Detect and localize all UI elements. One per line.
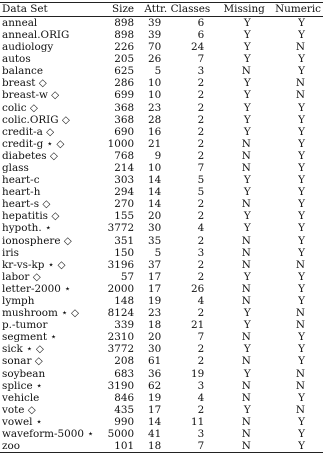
cell-numeric: Y xyxy=(298,101,305,114)
cell-size: 2310 xyxy=(107,331,135,344)
cell-classes: 7 xyxy=(197,440,205,453)
cell-numeric: Y xyxy=(298,174,305,187)
cell-data-set: anneal xyxy=(2,16,38,29)
table-row xyxy=(0,247,323,259)
cell-missing: N xyxy=(241,246,251,259)
table-row xyxy=(0,150,323,162)
cell-classes: 24 xyxy=(191,41,205,54)
cell-classes: 2 xyxy=(197,343,205,356)
cell-size: 768 xyxy=(114,149,135,162)
cell-missing: Y xyxy=(243,319,251,332)
cell-missing: N xyxy=(241,161,251,174)
cell-missing: N xyxy=(241,295,251,307)
cell-classes: 11 xyxy=(191,415,205,428)
cell-classes: 2 xyxy=(197,307,205,320)
cell-attr: 62 xyxy=(147,379,162,392)
cell-data-set: audiology xyxy=(2,41,54,54)
header-numeric: Numeric xyxy=(275,3,321,16)
cell-numeric: Y xyxy=(298,440,305,453)
cell-size: 699 xyxy=(114,89,135,102)
cell-missing: N xyxy=(241,331,251,344)
cell-numeric: N xyxy=(295,319,305,332)
cell-classes: 21 xyxy=(191,319,205,332)
cell-data-set: anneal.ORIG xyxy=(2,28,70,41)
table-body xyxy=(0,17,323,453)
cell-attr: 14 xyxy=(147,415,162,428)
cell-numeric: Y xyxy=(298,343,305,356)
cell-size: 303 xyxy=(114,174,135,187)
cell-classes: 3 xyxy=(197,379,205,392)
cell-numeric: N xyxy=(295,367,305,380)
cell-numeric: Y xyxy=(298,161,305,174)
cell-numeric: Y xyxy=(298,53,305,66)
cell-data-set: colic ◇ xyxy=(2,101,38,114)
table-row xyxy=(0,356,323,368)
table-row xyxy=(0,271,323,283)
cell-data-set: sick ⋆ ◇ xyxy=(2,343,44,356)
cell-missing: Y xyxy=(243,174,251,187)
cell-size: 2000 xyxy=(107,282,135,295)
table-row xyxy=(0,223,323,235)
cell-attr: 19 xyxy=(147,391,162,404)
cell-numeric: Y xyxy=(298,270,305,283)
cell-data-set: zoo xyxy=(2,440,20,453)
cell-size: 101 xyxy=(114,440,135,453)
table-row xyxy=(0,138,323,150)
table-row xyxy=(0,331,323,343)
cell-attr: 23 xyxy=(147,101,162,114)
cell-data-set: heart-s ◇ xyxy=(2,198,51,211)
cell-missing: N xyxy=(241,428,251,441)
cell-size: 3772 xyxy=(107,343,135,356)
cell-attr: 5 xyxy=(154,65,162,78)
header-missing: Missing xyxy=(223,3,265,16)
cell-classes: 2 xyxy=(197,101,205,114)
cell-data-set: iris xyxy=(2,246,19,259)
cell-missing: Y xyxy=(243,89,251,102)
cell-numeric: N xyxy=(295,258,305,271)
cell-missing: Y xyxy=(243,125,251,138)
cell-classes: 3 xyxy=(197,65,205,78)
table-row xyxy=(0,235,323,247)
cell-data-set: colic.ORIG ◇ xyxy=(2,113,70,126)
cell-attr: 61 xyxy=(147,355,162,368)
cell-attr: 16 xyxy=(147,125,162,138)
cell-attr: 26 xyxy=(147,53,162,66)
cell-missing: N xyxy=(241,379,251,392)
cell-data-set: glass xyxy=(2,161,29,174)
table-row xyxy=(0,368,323,380)
cell-attr: 10 xyxy=(147,89,162,102)
cell-classes: 6 xyxy=(197,28,205,41)
cell-numeric: Y xyxy=(298,428,305,441)
cell-attr: 10 xyxy=(147,77,162,90)
cell-numeric: Y xyxy=(298,355,305,368)
header-data-set: Data Set xyxy=(2,3,48,16)
cell-missing: N xyxy=(241,198,251,211)
cell-data-set: splice ⋆ xyxy=(2,379,43,392)
table-row xyxy=(0,440,323,453)
cell-classes: 2 xyxy=(197,125,205,138)
cell-attr: 18 xyxy=(147,440,162,453)
table-row xyxy=(0,114,323,126)
cell-classes: 7 xyxy=(197,331,205,344)
cell-classes: 7 xyxy=(197,161,205,174)
cell-attr: 37 xyxy=(147,258,162,271)
cell-classes: 7 xyxy=(197,53,205,66)
cell-data-set: diabetes ◇ xyxy=(2,149,58,162)
cell-numeric: Y xyxy=(298,222,305,235)
cell-missing: N xyxy=(241,415,251,428)
cell-size: 846 xyxy=(114,391,135,404)
cell-numeric: Y xyxy=(298,391,305,404)
cell-missing: N xyxy=(241,149,251,162)
cell-size: 3190 xyxy=(107,379,135,392)
cell-numeric: N xyxy=(295,379,305,392)
cell-size: 683 xyxy=(114,367,135,380)
cell-numeric: Y xyxy=(298,415,305,428)
cell-numeric: N xyxy=(295,77,305,90)
cell-attr: 20 xyxy=(147,331,162,344)
cell-classes: 4 xyxy=(197,295,205,307)
cell-classes: 6 xyxy=(197,16,205,29)
table-header xyxy=(0,3,323,17)
cell-size: 690 xyxy=(114,125,135,138)
cell-missing: N xyxy=(241,258,251,271)
cell-data-set: vowel ⋆ xyxy=(2,415,43,428)
cell-numeric: Y xyxy=(298,234,305,247)
cell-missing: Y xyxy=(243,307,251,320)
header-attr: Attr. xyxy=(144,3,168,16)
cell-numeric: Y xyxy=(298,137,305,150)
header-classes: Classes xyxy=(170,3,211,16)
cell-size: 368 xyxy=(114,101,135,114)
cell-missing: Y xyxy=(243,28,251,41)
cell-classes: 2 xyxy=(197,270,205,283)
cell-data-set: vehicle xyxy=(2,391,40,404)
cell-numeric: Y xyxy=(298,295,305,307)
cell-classes: 2 xyxy=(197,234,205,247)
cell-numeric: Y xyxy=(298,149,305,162)
cell-missing: N xyxy=(241,391,251,404)
cell-classes: 2 xyxy=(197,258,205,271)
cell-attr: 28 xyxy=(147,113,162,126)
table-row xyxy=(0,77,323,89)
cell-attr: 21 xyxy=(147,137,162,150)
table-row xyxy=(0,380,323,392)
cell-classes: 2 xyxy=(197,355,205,368)
cell-numeric: N xyxy=(295,89,305,102)
cell-attr: 14 xyxy=(147,198,162,211)
cell-attr: 39 xyxy=(147,16,162,29)
cell-attr: 20 xyxy=(147,210,162,223)
cell-attr: 35 xyxy=(147,234,162,247)
cell-size: 351 xyxy=(114,234,135,247)
cell-missing: Y xyxy=(243,16,251,29)
cell-classes: 5 xyxy=(197,186,205,199)
cell-missing: Y xyxy=(243,113,251,126)
cell-numeric: Y xyxy=(298,246,305,259)
cell-numeric: Y xyxy=(298,28,305,41)
table-row xyxy=(0,416,323,428)
cell-numeric: Y xyxy=(298,331,305,344)
cell-data-set: sonar ◇ xyxy=(2,355,43,368)
cell-size: 435 xyxy=(114,403,135,416)
cell-size: 990 xyxy=(114,415,135,428)
table-row xyxy=(0,126,323,138)
cell-classes: 4 xyxy=(197,222,205,235)
header-row xyxy=(0,3,323,17)
cell-size: 625 xyxy=(114,65,135,78)
cell-attr: 5 xyxy=(154,246,162,259)
cell-data-set: p.-tumor xyxy=(2,319,48,332)
cell-data-set: credit-a ◇ xyxy=(2,125,55,138)
cell-size: 294 xyxy=(114,186,135,199)
cell-attr: 18 xyxy=(147,319,162,332)
cell-classes: 5 xyxy=(197,174,205,187)
cell-missing: Y xyxy=(243,270,251,283)
table-row xyxy=(0,53,323,65)
table-row xyxy=(0,283,323,295)
cell-attr: 9 xyxy=(154,149,162,162)
cell-data-set: mushroom ⋆ ◇ xyxy=(2,307,80,320)
table-row xyxy=(0,211,323,223)
cell-missing: Y xyxy=(243,101,251,114)
header-size: Size xyxy=(112,3,135,16)
cell-classes: 19 xyxy=(191,367,205,380)
cell-missing: Y xyxy=(243,41,251,54)
cell-classes: 2 xyxy=(197,137,205,150)
cell-attr: 17 xyxy=(147,282,162,295)
cell-classes: 2 xyxy=(197,77,205,90)
cell-data-set: kr-vs-kp ⋆ ◇ xyxy=(2,258,66,271)
cell-data-set: breast-w ◇ xyxy=(2,89,60,102)
cell-attr: 36 xyxy=(147,367,162,380)
cell-numeric: Y xyxy=(298,282,305,295)
table-row xyxy=(0,307,323,319)
cell-data-set: heart-h xyxy=(2,186,41,199)
cell-data-set: soybean xyxy=(2,367,46,380)
cell-data-set: heart-c xyxy=(2,174,40,187)
cell-attr: 14 xyxy=(147,186,162,199)
table-row xyxy=(0,90,323,102)
cell-size: 898 xyxy=(114,28,135,41)
cell-attr: 70 xyxy=(147,41,162,54)
cell-size: 8124 xyxy=(107,307,135,320)
cell-data-set: hepatitis ◇ xyxy=(2,210,60,223)
cell-numeric: N xyxy=(295,403,305,416)
cell-data-set: letter-2000 ⋆ xyxy=(2,282,71,295)
cell-data-set: segment ⋆ xyxy=(2,331,57,344)
cell-numeric: N xyxy=(295,41,305,54)
cell-attr: 10 xyxy=(147,161,162,174)
cell-missing: Y xyxy=(243,367,251,380)
cell-data-set: breast ◇ xyxy=(2,77,47,90)
cell-size: 155 xyxy=(114,210,135,223)
cell-attr: 23 xyxy=(147,307,162,320)
cell-classes: 2 xyxy=(197,113,205,126)
cell-size: 3772 xyxy=(107,222,135,235)
cell-size: 150 xyxy=(114,246,135,259)
table-row xyxy=(0,319,323,331)
cell-size: 205 xyxy=(114,53,135,66)
cell-attr: 30 xyxy=(147,222,162,235)
cell-size: 368 xyxy=(114,113,135,126)
cell-missing: Y xyxy=(243,186,251,199)
table-row xyxy=(0,186,323,198)
cell-size: 898 xyxy=(114,16,135,29)
cell-attr: 14 xyxy=(147,174,162,187)
cell-attr: 41 xyxy=(147,428,162,441)
table-row xyxy=(0,344,323,356)
table-row xyxy=(0,17,323,30)
cell-missing: N xyxy=(241,282,251,295)
cell-classes: 4 xyxy=(197,391,205,404)
cell-attr: 30 xyxy=(147,343,162,356)
table-row xyxy=(0,404,323,416)
cell-data-set: labor ◇ xyxy=(2,270,41,283)
cell-missing: N xyxy=(241,234,251,247)
cell-missing: N xyxy=(241,440,251,453)
cell-attr: 17 xyxy=(147,270,162,283)
cell-size: 339 xyxy=(114,319,135,332)
cell-numeric: N xyxy=(295,307,305,320)
cell-numeric: Y xyxy=(298,125,305,138)
table-row xyxy=(0,29,323,41)
cell-classes: 26 xyxy=(191,282,205,295)
cell-classes: 2 xyxy=(197,89,205,102)
table-row xyxy=(0,428,323,440)
table-row xyxy=(0,41,323,53)
table-row xyxy=(0,392,323,404)
cell-classes: 2 xyxy=(197,198,205,211)
cell-missing: Y xyxy=(243,222,251,235)
cell-size: 3196 xyxy=(107,258,135,271)
cell-classes: 2 xyxy=(197,210,205,223)
cell-numeric: Y xyxy=(298,210,305,223)
cell-data-set: hypoth. ⋆ xyxy=(2,222,52,235)
cell-missing: N xyxy=(241,65,251,78)
table-row xyxy=(0,162,323,174)
table-row xyxy=(0,259,323,271)
cell-size: 286 xyxy=(114,77,135,90)
cell-attr: 17 xyxy=(147,403,162,416)
cell-missing: Y xyxy=(243,210,251,223)
table-row xyxy=(0,102,323,114)
table-row xyxy=(0,65,323,77)
cell-size: 5000 xyxy=(107,428,135,441)
cell-attr: 19 xyxy=(147,295,162,307)
cell-data-set: credit-g ⋆ ◇ xyxy=(2,137,65,150)
cell-size: 1000 xyxy=(107,137,135,150)
cell-numeric: Y xyxy=(298,186,305,199)
table-row xyxy=(0,198,323,210)
cell-data-set: autos xyxy=(2,53,31,66)
cell-classes: 3 xyxy=(197,428,205,441)
cell-classes: 3 xyxy=(197,246,205,259)
cell-classes: 2 xyxy=(197,403,205,416)
cell-data-set: ionosphere ◇ xyxy=(2,234,72,247)
cell-classes: 2 xyxy=(197,149,205,162)
cell-data-set: vote ◇ xyxy=(2,403,36,416)
cell-missing: Y xyxy=(243,343,251,356)
cell-numeric: Y xyxy=(298,113,305,126)
cell-size: 226 xyxy=(114,41,135,54)
cell-size: 208 xyxy=(114,355,135,368)
cell-data-set: waveform-5000 ⋆ xyxy=(2,428,94,441)
cell-size: 148 xyxy=(114,295,135,307)
dataset-table xyxy=(0,2,323,453)
cell-numeric: Y xyxy=(298,198,305,211)
cell-missing: Y xyxy=(243,53,251,66)
cell-size: 214 xyxy=(114,161,135,174)
cell-numeric: Y xyxy=(298,65,305,78)
table-row xyxy=(0,295,323,307)
cell-numeric: Y xyxy=(298,16,305,29)
cell-missing: Y xyxy=(243,403,251,416)
cell-data-set: lymph xyxy=(2,295,35,307)
cell-missing: N xyxy=(241,137,251,150)
cell-missing: Y xyxy=(243,77,251,90)
cell-missing: N xyxy=(241,355,251,368)
cell-size: 57 xyxy=(120,270,135,283)
cell-attr: 39 xyxy=(147,28,162,41)
table-row xyxy=(0,174,323,186)
cell-data-set: balance xyxy=(2,65,44,78)
cell-size: 270 xyxy=(114,198,135,211)
